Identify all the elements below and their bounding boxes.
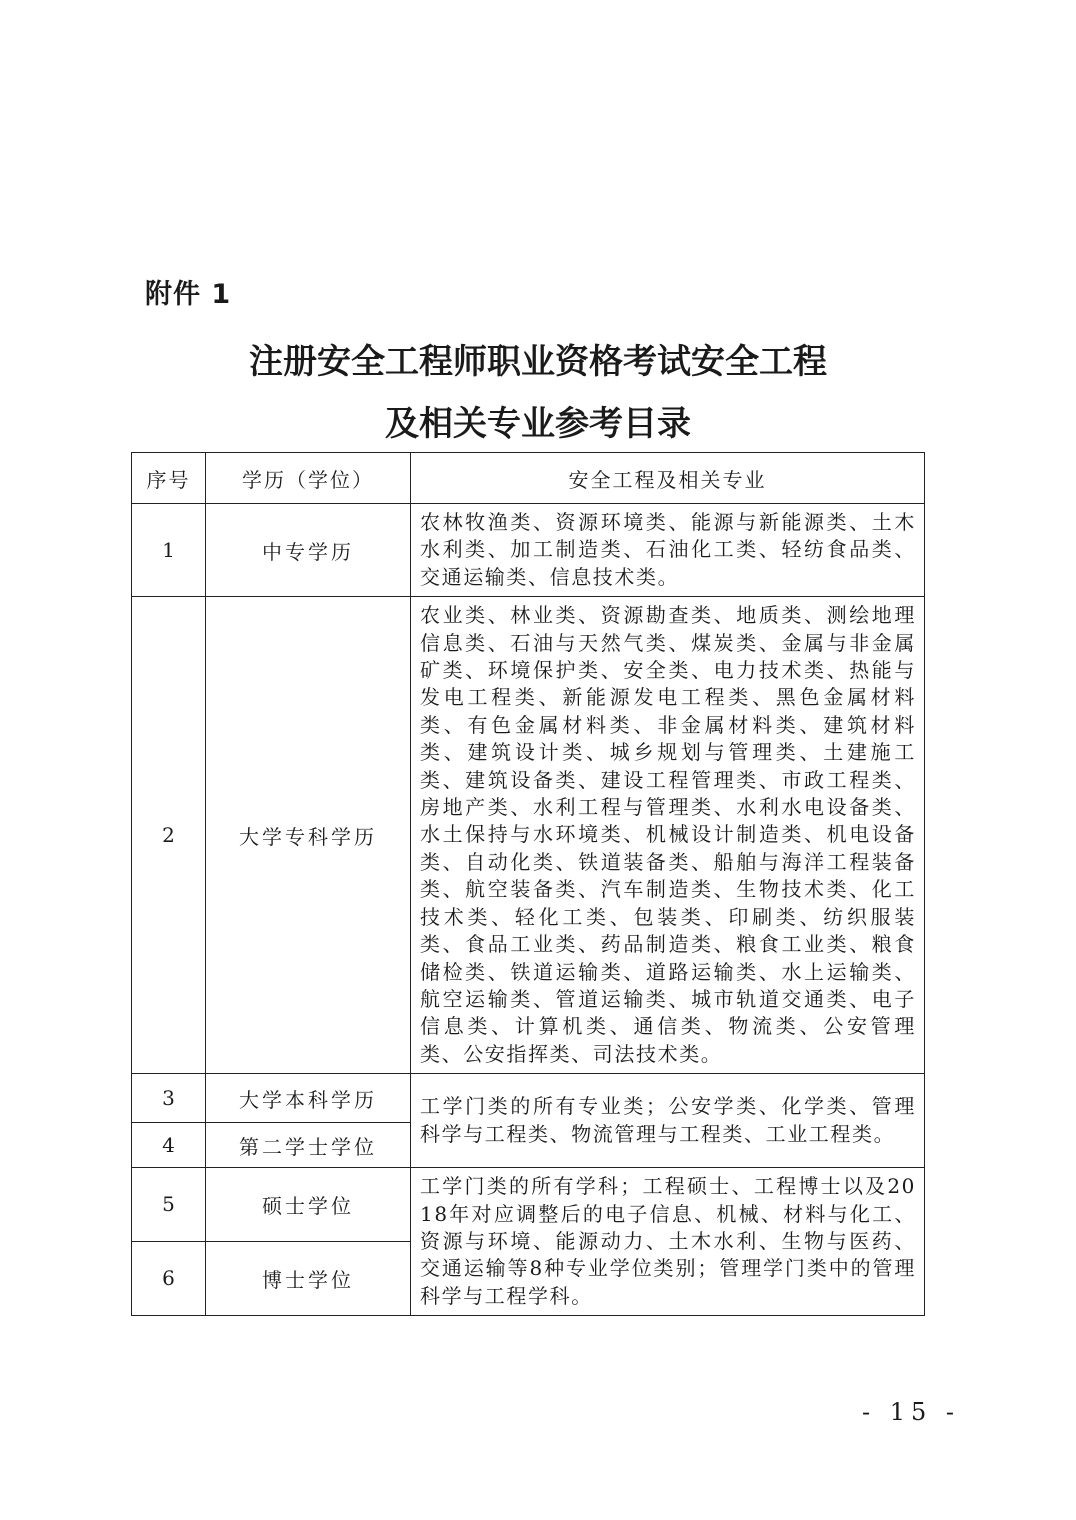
header-education: 学历（学位） (206, 453, 411, 504)
row-majors: 农业类、林业类、资源勘查类、地质类、测绘地理信息类、石油与天然气类、煤炭类、金属与非金属矿类、环境保护类、安全类、电力技术类、热能与发电工程类、新能源发电工程类、黑色金属材料类、有色金属材料类、非金属材料类、建筑材料类、建筑设计类、城乡规划与管理类、土建施工类、建筑设备类、建设工程管理类、市政工程类、房地产类、水利工程与管理类、水利水电设备类、水土保持与水环境类、机械设计制造类、机电设备类、自动化类、铁道装备类、船舶与海洋工程装备类、航空装备类、汽车制造类、生物技术类、化工技术类、轻化工类、包装类、印刷类、纺织服装类、食品工业类、药品制造类、粮食工业类、粮食储检类、铁道运输类、道路运输类、水上运输类、航空运输类、管道运输类、城市轨道交通类、电子信息类、计算机类、通信类、物流类、公安管理类、公安指挥类、司法技术类。 (411, 597, 925, 1074)
row-majors-merged: 工学门类的所有专业类；公安学类、化学类、管理科学与工程类、物流管理与工程类、工业工程类。 (411, 1074, 925, 1168)
row-education: 博士学位 (206, 1241, 411, 1316)
row-education: 中专学历 (206, 504, 411, 597)
row-serial: 3 (132, 1074, 206, 1123)
document-title-line-2: 及相关专业参考目录 (385, 404, 691, 444)
row-education: 硕士学位 (206, 1168, 411, 1241)
document-title-line-1: 注册安全工程师职业资格考试安全工程 (249, 342, 827, 382)
attachment-label: 附件 1 (145, 279, 232, 310)
row-serial: 2 (132, 597, 206, 1074)
row-serial: 6 (132, 1241, 206, 1316)
major-catalog-table (131, 452, 925, 1316)
header-serial: 序号 (132, 453, 206, 504)
table-row (132, 1074, 925, 1123)
table-row (132, 504, 925, 597)
row-education: 第二学士学位 (206, 1123, 411, 1168)
row-education: 大学专科学历 (206, 597, 411, 1074)
header-majors: 安全工程及相关专业 (411, 453, 925, 504)
table-row (132, 597, 925, 1074)
table-row (132, 1168, 925, 1241)
row-majors: 农林牧渔类、资源环境类、能源与新能源类、土木水利类、加工制造类、石油化工类、轻纺食品类、交通运输类、信息技术类。 (411, 504, 925, 597)
page-number: - 15 - (862, 1398, 961, 1426)
row-serial: 5 (132, 1168, 206, 1241)
row-majors-merged: 工学门类的所有学科；工程硕士、工程博士以及2018年对应调整后的电子信息、机械、材料与化工、资源与环境、能源动力、土木水利、生物与医药、交通运输等8种专业学位类别；管理学门类中的管理科学与工程学科。 (411, 1168, 925, 1316)
table-header-row (132, 453, 925, 504)
row-serial: 1 (132, 504, 206, 597)
row-education: 大学本科学历 (206, 1074, 411, 1123)
row-serial: 4 (132, 1123, 206, 1168)
